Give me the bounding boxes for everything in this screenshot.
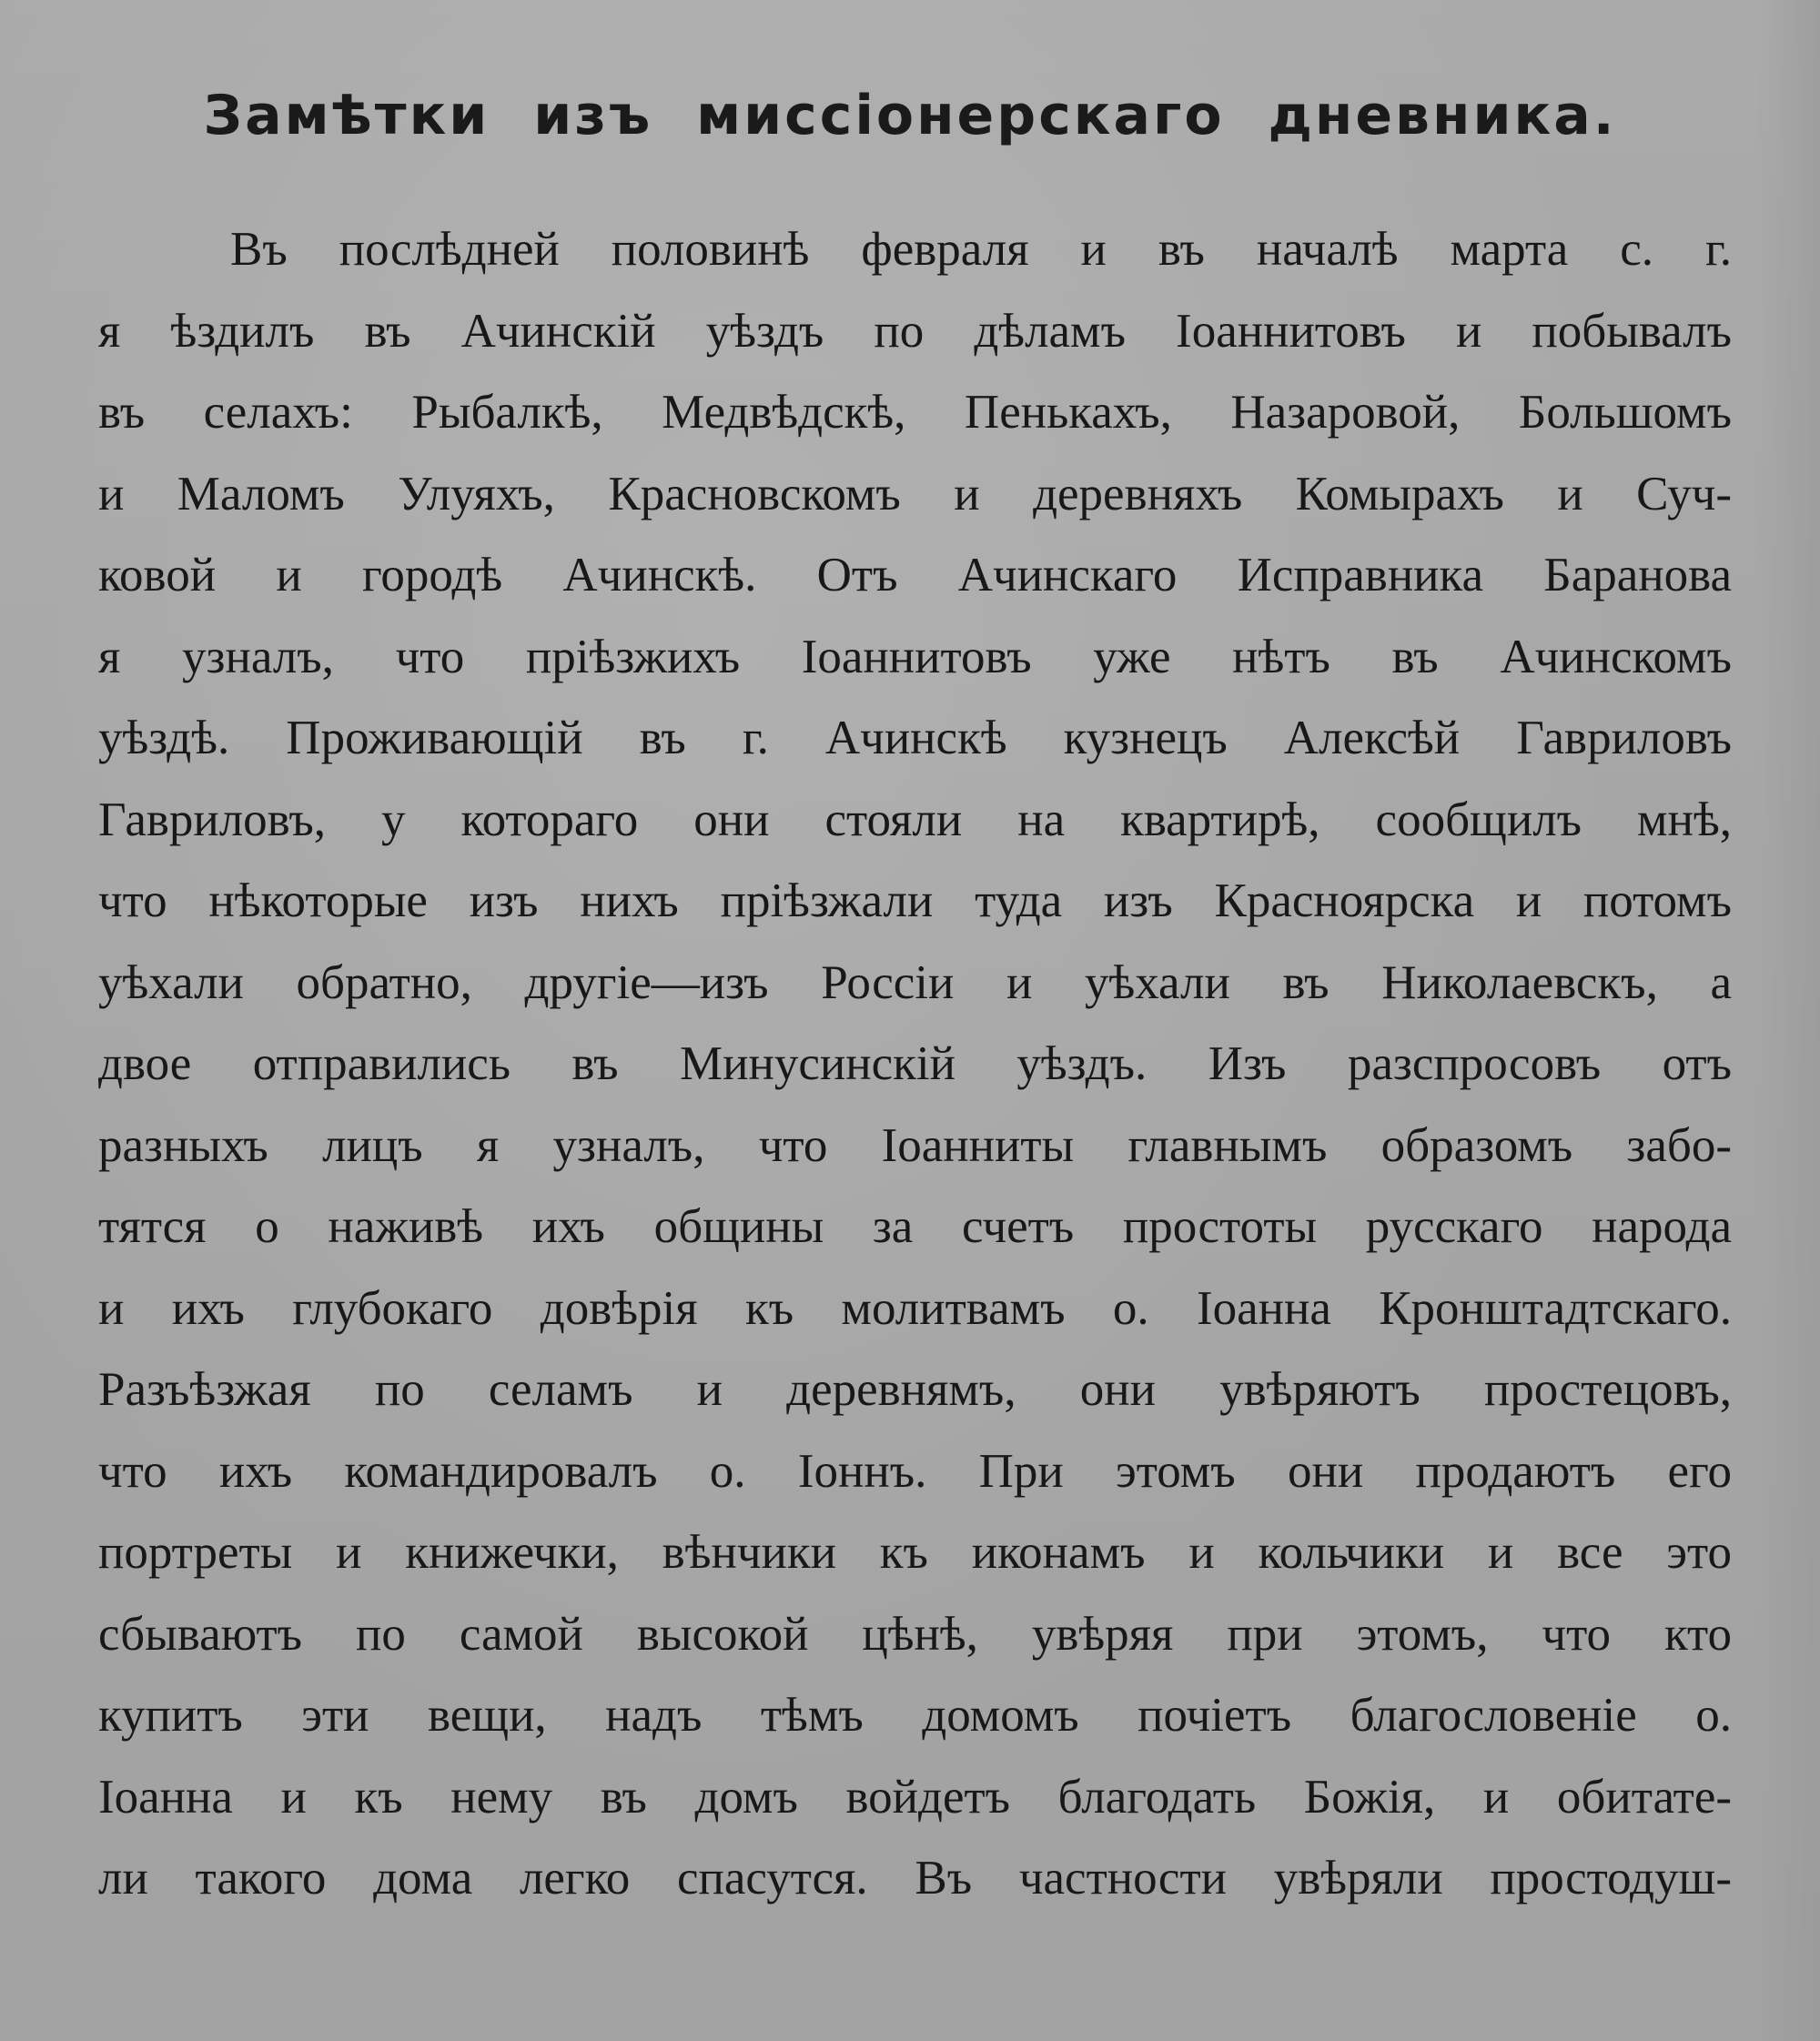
text-line: портреты и книжечки, вѣнчики къ иконамъ и кольчики и все это [98,1526,1732,1579]
text-line: купитъ эти вещи, надъ тѣмъ домомъ почіетъ благословеніе о. [98,1689,1732,1742]
text-line: ли такого дома легко спасутся. Въ частности увѣряли простодуш- [98,1852,1732,1905]
article-title: Замѣтки изъ миссіонерскаго дневника. [203,84,1617,147]
text-line: и Маломъ Улуяхъ, Красновскомъ и деревняхъ Комырахъ и Суч- [98,467,1732,520]
page-edge-shadow [1756,0,1820,2041]
text-line: ковой и городѣ Ачинскѣ. Отъ Ачинскаго Исправника Баранова [98,549,1732,601]
article-body [98,209,1732,1920]
text-line: Гавриловъ, у котораго они стояли на квартирѣ, сообщилъ мнѣ, [98,793,1732,846]
text-line: двое отправились въ Минусинскій уѣздъ. Изъ разспросовъ отъ [98,1037,1732,1090]
text-line: сбываютъ по самой высокой цѣнѣ, увѣряя при этомъ, что кто [98,1607,1732,1661]
text-line: что ихъ командировалъ о. Іоннъ. При этомъ они продаютъ его [98,1444,1732,1498]
text-line: я ѣздилъ въ Ачинскій уѣздъ по дѣламъ Іоаннитовъ и побывалъ [98,304,1732,358]
text-line: я узналъ, что пріѣзжихъ Іоаннитовъ уже нѣтъ въ Ачинскомъ [98,630,1732,683]
text-line: и ихъ глубокаго довѣрія къ молитвамъ о. Іоанна Кронштадтскаго. [98,1281,1732,1335]
text-line: разныхъ лицъ я узналъ, что Іоанниты главнымъ образомъ забо- [98,1118,1732,1172]
text-line: уѣздѣ. Проживающій въ г. Ачинскѣ кузнецъ Алексѣй Гавриловъ [98,712,1732,764]
text-line: что нѣкоторые изъ нихъ пріѣзжали туда изъ Красноярска и потомъ [98,874,1732,927]
text-line: Разъѣзжая по селамъ и деревнямъ, они увѣряютъ простецовъ, [98,1363,1732,1416]
text-line: уѣхали обратно, другіе—изъ Россіи и уѣхали въ Николаевскъ, а [98,955,1732,1009]
text-line: тятся о наживѣ ихъ общины за счетъ простоты русскаго народа [98,1200,1732,1253]
text-line: въ селахъ: Рыбалкѣ, Медвѣдскѣ, Пенькахъ, Назаровой, Большомъ [98,386,1732,439]
text-line: Іоанна и къ нему въ домъ войдетъ благодать Божія, и обитате- [98,1770,1732,1824]
text-line: Въ послѣдней половинѣ февраля и въ началѣ марта с. г. [230,223,1732,276]
